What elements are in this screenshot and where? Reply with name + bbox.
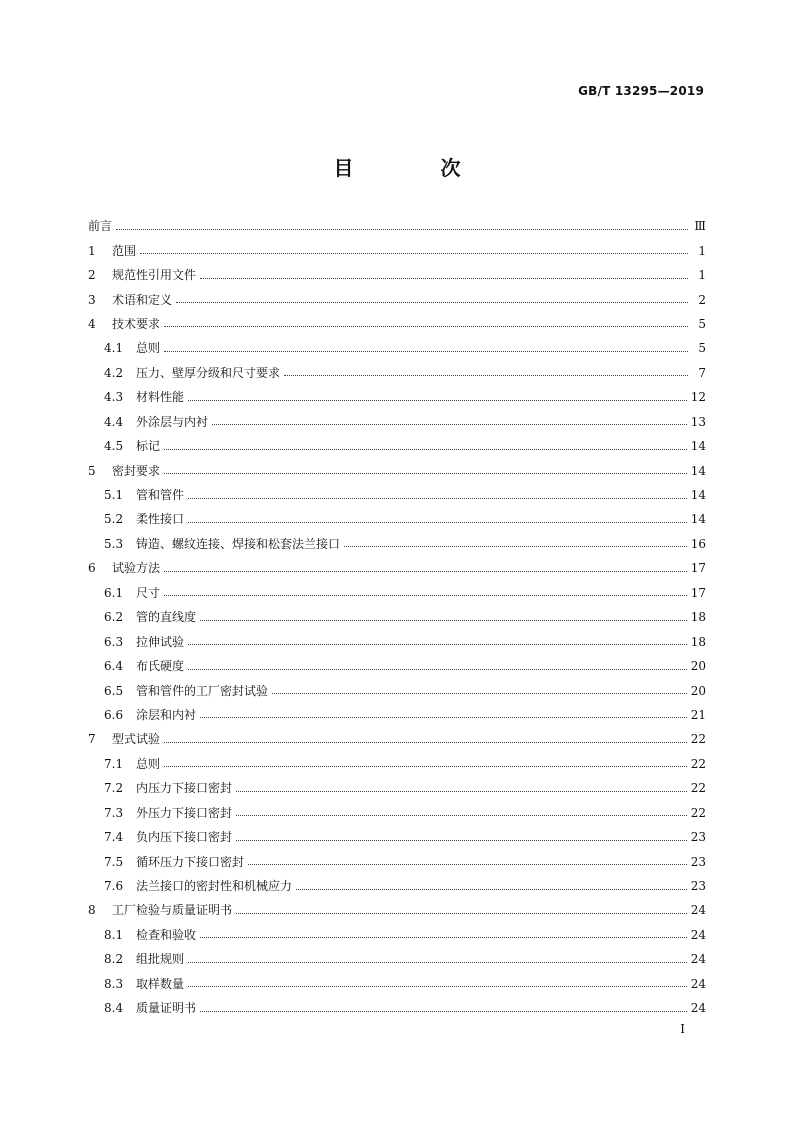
toc-entry-label — [104, 807, 232, 819]
toc-entry-number: 1 — [88, 243, 96, 258]
dot-leader — [236, 901, 687, 914]
toc-entry[interactable] — [88, 629, 706, 653]
toc-entry-number: 7.6 — [104, 879, 124, 894]
toc-entry-page: 7 — [698, 365, 706, 380]
toc-entry-label — [104, 782, 232, 794]
toc-entry-label — [104, 391, 184, 403]
toc-entry-label — [104, 342, 160, 354]
dot-leader — [164, 437, 687, 450]
toc-entry[interactable] — [88, 678, 706, 702]
toc-entry[interactable] — [88, 385, 706, 409]
toc-entry-page: 20 — [690, 683, 706, 698]
toc-entry-number: 2 — [88, 268, 96, 283]
toc-entry-title: 总则 — [136, 341, 161, 356]
toc-entry[interactable] — [88, 801, 706, 825]
toc-entry[interactable] — [88, 776, 706, 800]
toc-entry-title: 检查和验收 — [136, 927, 197, 942]
toc-entry-title: 技术要求 — [112, 316, 161, 331]
dot-leader — [344, 534, 687, 547]
dot-leader — [200, 705, 687, 718]
toc-entry-number: 6.3 — [104, 634, 124, 649]
toc-entry-label — [104, 538, 340, 550]
dot-leader — [188, 950, 687, 963]
toc-entry[interactable] — [88, 238, 706, 262]
toc-entry-page: Ⅲ — [694, 219, 706, 234]
toc-entry-title: 型式试验 — [112, 732, 161, 747]
toc-entry[interactable] — [88, 947, 706, 971]
toc-entry-title: 负内压下接口密封 — [136, 830, 233, 845]
dot-leader — [248, 852, 687, 865]
dot-leader — [296, 877, 687, 890]
toc-entry[interactable] — [88, 336, 706, 360]
toc-entry-number: 6.4 — [104, 659, 124, 674]
toc-entry-label — [88, 294, 172, 306]
toc-entry-title: 管和管件 — [136, 488, 185, 503]
toc-entry-page: 5 — [698, 316, 706, 331]
toc-entry-page: 24 — [690, 952, 706, 967]
toc-entry-label — [104, 978, 184, 990]
toc-entry-label — [88, 245, 136, 257]
toc-entry-label — [104, 416, 208, 428]
page-title: 目 次 — [333, 156, 501, 180]
toc-entry-label — [88, 562, 160, 574]
toc-entry-number: 5 — [88, 463, 96, 478]
toc-entry[interactable] — [88, 507, 706, 531]
toc-entry[interactable] — [88, 849, 706, 873]
toc-entry-page: 13 — [690, 414, 706, 429]
toc-entry-title: 铸造、螺纹连接、焊接和松套法兰接口 — [136, 536, 341, 551]
toc-entry-label — [88, 220, 112, 232]
toc-entry-page: 16 — [690, 536, 706, 551]
toc-entry-title: 材料性能 — [136, 390, 185, 405]
dot-leader — [200, 266, 688, 279]
toc-entry-number: 7.1 — [104, 756, 124, 771]
toc-entry-number: 7 — [88, 732, 96, 747]
toc-entry-title: 法兰接口的密封性和机械应力 — [136, 879, 293, 894]
toc-entry-page: 24 — [690, 976, 706, 991]
dot-leader — [188, 632, 687, 645]
toc-entry-label — [104, 856, 244, 868]
dot-leader — [236, 828, 687, 841]
toc-entry-page: 14 — [690, 512, 706, 527]
toc-entry-title: 工厂检验与质量证明书 — [112, 903, 233, 918]
toc-entry-number: 6.1 — [104, 585, 124, 600]
toc-entry-title: 总则 — [136, 756, 161, 771]
toc-entry[interactable] — [88, 458, 706, 482]
toc-entry-title: 循环压力下接口密封 — [136, 854, 245, 869]
toc-entry-label — [88, 269, 196, 281]
toc-entry-label — [88, 733, 160, 745]
toc-entry-title: 范围 — [112, 243, 137, 258]
toc-entry[interactable] — [88, 287, 706, 311]
toc-entry-label — [104, 831, 232, 843]
toc-entry-page: 23 — [690, 830, 706, 845]
toc-entry[interactable] — [88, 972, 706, 996]
dot-leader — [188, 510, 687, 523]
toc-entry-label — [104, 709, 196, 721]
dot-leader — [164, 339, 688, 352]
toc-entry-title: 标记 — [136, 439, 161, 454]
toc-entry-number: 4 — [88, 316, 96, 331]
toc-entry-page: 21 — [690, 707, 706, 722]
dot-leader — [236, 803, 687, 816]
toc-entry-page: 20 — [690, 659, 706, 674]
toc-entry-label — [104, 685, 268, 697]
toc-entry-number: 8.1 — [104, 927, 124, 942]
dot-leader — [272, 681, 687, 694]
toc-entry-title: 密封要求 — [112, 463, 161, 478]
toc-entry-number: 4.2 — [104, 365, 124, 380]
toc-entry-number: 3 — [88, 292, 96, 307]
dot-leader — [188, 657, 687, 670]
toc-entry-label — [104, 880, 292, 892]
toc-entry-title: 柔性接口 — [136, 512, 185, 527]
dot-leader — [176, 290, 688, 303]
toc-entry-page: 23 — [690, 879, 706, 894]
toc-entry-label — [104, 1002, 196, 1014]
page-number: Ⅰ — [680, 1022, 685, 1036]
toc-entry-title: 取样数量 — [136, 976, 185, 991]
toc-entry-title: 外压力下接口密封 — [136, 805, 233, 820]
toc-entry-title: 前言 — [88, 219, 113, 234]
dot-leader — [200, 999, 687, 1012]
toc-entry[interactable] — [88, 898, 706, 922]
toc-entry-number: 7.4 — [104, 830, 124, 845]
toc-entry-number: 5.1 — [104, 488, 124, 503]
toc-entry-title: 术语和定义 — [112, 292, 173, 307]
dot-leader — [164, 583, 687, 596]
toc-entry-page: 22 — [690, 756, 706, 771]
toc-entry[interactable] — [88, 312, 706, 336]
toc-entry[interactable] — [88, 361, 706, 385]
toc-entry-number: 8 — [88, 903, 96, 918]
toc-entry-number: 4.4 — [104, 414, 124, 429]
toc-entry-number: 5.2 — [104, 512, 124, 527]
toc-entry-title: 组批规则 — [136, 952, 185, 967]
toc-entry[interactable] — [88, 434, 706, 458]
toc-entry[interactable] — [88, 410, 706, 434]
toc-entry-label — [104, 513, 184, 525]
toc-entry-label — [104, 636, 184, 648]
toc-entry-number: 6.5 — [104, 683, 124, 698]
table-of-contents — [88, 214, 706, 1020]
dot-leader — [116, 217, 688, 230]
dot-leader — [188, 486, 687, 499]
dot-leader — [164, 559, 687, 572]
toc-entry-number: 4.5 — [104, 439, 124, 454]
toc-entry-label — [104, 611, 196, 623]
toc-entry-number: 6.2 — [104, 610, 124, 625]
toc-entry-title: 尺寸 — [136, 585, 161, 600]
toc-entry[interactable] — [88, 996, 706, 1020]
toc-entry[interactable] — [88, 263, 706, 287]
toc-entry-page: 24 — [690, 1001, 706, 1016]
toc-entry[interactable] — [88, 752, 706, 776]
toc-entry-page: 23 — [690, 854, 706, 869]
toc-entry-title: 试验方法 — [112, 561, 161, 576]
toc-entry-number: 8.2 — [104, 952, 124, 967]
toc-entry-number: 8.4 — [104, 1001, 124, 1016]
toc-entry-number: 4.1 — [104, 341, 124, 356]
toc-entry-title: 质量证明书 — [136, 1001, 197, 1016]
toc-entry-page: 22 — [690, 781, 706, 796]
toc-entry-label — [104, 587, 160, 599]
toc-entry-label — [104, 440, 160, 452]
toc-entry-page: 18 — [690, 634, 706, 649]
toc-entry-label — [104, 489, 184, 501]
toc-entry[interactable] — [88, 532, 706, 556]
dot-leader — [212, 412, 687, 425]
toc-entry-page: 17 — [690, 561, 706, 576]
toc-entry[interactable] — [88, 581, 706, 605]
toc-entry-label — [104, 929, 196, 941]
toc-entry-label — [104, 660, 184, 672]
toc-entry[interactable] — [88, 923, 706, 947]
dot-leader — [200, 608, 687, 621]
toc-entry-page: 5 — [698, 341, 706, 356]
toc-entry[interactable] — [88, 214, 706, 238]
toc-entry-title: 涂层和内衬 — [136, 707, 197, 722]
dot-leader — [164, 754, 687, 767]
toc-entry-page: 1 — [698, 243, 706, 258]
dot-leader — [188, 974, 687, 987]
dot-leader — [164, 730, 687, 743]
toc-entry-page: 18 — [690, 610, 706, 625]
toc-entry-page: 12 — [690, 390, 706, 405]
toc-entry-number: 6.6 — [104, 707, 124, 722]
toc-entry-label — [104, 953, 184, 965]
dot-leader — [188, 388, 687, 401]
dot-leader — [284, 363, 688, 376]
standard-number: GB/T 13295—2019 — [578, 84, 704, 98]
toc-entry[interactable] — [88, 874, 706, 898]
toc-entry-page: 24 — [690, 903, 706, 918]
dot-leader — [164, 314, 688, 327]
toc-entry-number: 4.3 — [104, 390, 124, 405]
toc-entry-page: 1 — [698, 268, 706, 283]
toc-entry-page: 22 — [690, 732, 706, 747]
toc-entry[interactable] — [88, 605, 706, 629]
toc-entry[interactable] — [88, 825, 706, 849]
toc-entry-page: 17 — [690, 585, 706, 600]
toc-entry-title: 管和管件的工厂密封试验 — [136, 683, 269, 698]
dot-leader — [200, 925, 687, 938]
toc-entry-label — [104, 758, 160, 770]
toc-entry-number: 7.2 — [104, 781, 124, 796]
toc-entry-number: 6 — [88, 561, 96, 576]
toc-entry-label — [104, 367, 280, 379]
toc-entry-page: 14 — [690, 463, 706, 478]
toc-entry-title: 外涂层与内衬 — [136, 414, 209, 429]
toc-entry[interactable] — [88, 483, 706, 507]
toc-entry-page: 14 — [690, 488, 706, 503]
toc-entry-label — [88, 904, 232, 916]
toc-entry-title: 压力、壁厚分级和尺寸要求 — [136, 365, 281, 380]
toc-entry-page: 24 — [690, 927, 706, 942]
toc-entry[interactable] — [88, 727, 706, 751]
toc-entry-title: 内压力下接口密封 — [136, 781, 233, 796]
toc-entry-title: 规范性引用文件 — [112, 268, 197, 283]
dot-leader — [140, 241, 688, 254]
toc-entry-page: 2 — [698, 292, 706, 307]
toc-entry-number: 8.3 — [104, 976, 124, 991]
toc-entry[interactable] — [88, 556, 706, 580]
toc-entry-number: 7.3 — [104, 805, 124, 820]
toc-entry-label — [88, 465, 160, 477]
toc-entry-title: 拉伸试验 — [136, 634, 185, 649]
toc-entry-title: 管的直线度 — [136, 610, 197, 625]
toc-entry[interactable] — [88, 654, 706, 678]
toc-entry-page: 22 — [690, 805, 706, 820]
toc-entry-title: 布氏硬度 — [136, 659, 185, 674]
toc-entry-number: 5.3 — [104, 536, 124, 551]
toc-entry-number: 7.5 — [104, 854, 124, 869]
toc-entry-page: 14 — [690, 439, 706, 454]
dot-leader — [236, 779, 687, 792]
toc-entry[interactable] — [88, 703, 706, 727]
dot-leader — [164, 461, 687, 474]
toc-entry-label — [88, 318, 160, 330]
